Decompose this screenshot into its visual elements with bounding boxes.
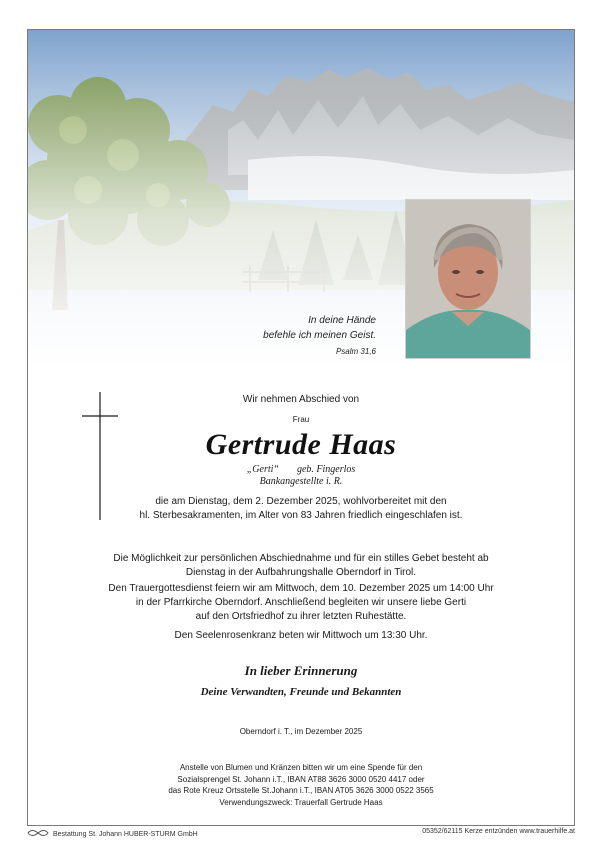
donation-line-3: das Rote Kreuz Ortsstelle St.Johann i.T., IBAN AT05 3626 3000 0522 3565 (168, 786, 434, 795)
donation-line-1: Anstelle von Blumen und Kränzen bitten wir um eine Spende für den (179, 763, 423, 772)
occupation: Bankangestellte i. R. (259, 476, 343, 487)
name-details (28, 464, 574, 488)
death-line-1: die am Dienstag, dem 2. Dezember 2025, wohlvorbereitet mit den (155, 496, 447, 507)
donation-line-2: Sozialsprengel St. Johann i.T., IBAN AT88 3626 3000 0520 4417 oder (177, 774, 425, 784)
rosary-info: Den Seelenrosenkranz beten wir Mittwoch um 13:30 Uhr. (174, 630, 428, 641)
place-and-date: Oberndorf i. T., im Dezember 2025 (239, 727, 363, 736)
salutation: Frau (292, 415, 310, 424)
intro-text: Wir nehmen Abschied von (242, 394, 360, 405)
obituary-card (27, 29, 575, 826)
mass-line-2: in der Pfarrkirche Oberndorf. Anschließend begleiten wir unsere liebe Gerti (135, 597, 467, 608)
contact-info[interactable]: 05352/62115 Kerze entzünden www.trauerhilfe.at (422, 828, 575, 835)
deceased-name: Gertrude Haas (205, 428, 397, 461)
bible-verse (263, 313, 376, 358)
nickname: „Gerti“ (246, 464, 279, 475)
farewell-line-2: Dienstag in der Aufbahrungshalle Oberndorf in Tirol. (185, 567, 417, 578)
verse-line-1: In deine Hände (308, 315, 376, 326)
funeral-mass-info (28, 582, 574, 624)
undertaker-name: Bestattung St. Johann HUBER-STURM GmbH (53, 830, 198, 838)
verse-reference: Psalm 31,6 (335, 347, 376, 356)
maiden-name: geb. Fingerlos (296, 464, 356, 475)
death-announcement (28, 495, 574, 523)
farewell-line-1: Die Möglichkeit zur persönlichen Abschiednahme und für ein stilles Gebet besteht ab (113, 553, 489, 564)
verse-line-2: befehle ich meinen Geist. (263, 330, 376, 341)
mourners: Deine Verwandten, Freunde und Bekannten (200, 686, 402, 698)
undertaker-logo-icon (27, 828, 49, 840)
donation-note (28, 762, 574, 808)
footer (27, 826, 575, 840)
portrait-photo (405, 199, 531, 359)
mass-line-1: Den Trauergottesdienst feiern wir am Mittwoch, dem 10. Dezember 2025 um 14:00 Uhr (108, 583, 494, 594)
farewell-info (28, 552, 574, 580)
death-line-2: hl. Sterbesakramenten, im Alter von 83 Jahren friedlich eingeschlafen ist. (139, 510, 463, 521)
mass-line-3: auf den Ortsfriedhof zu ihrer letzten Ruhestätte. (195, 611, 407, 622)
donation-line-4: Verwendungszweck: Trauerfall Gertrude Haas (219, 797, 383, 807)
memory-heading: In lieber Erinnerung (244, 663, 358, 678)
